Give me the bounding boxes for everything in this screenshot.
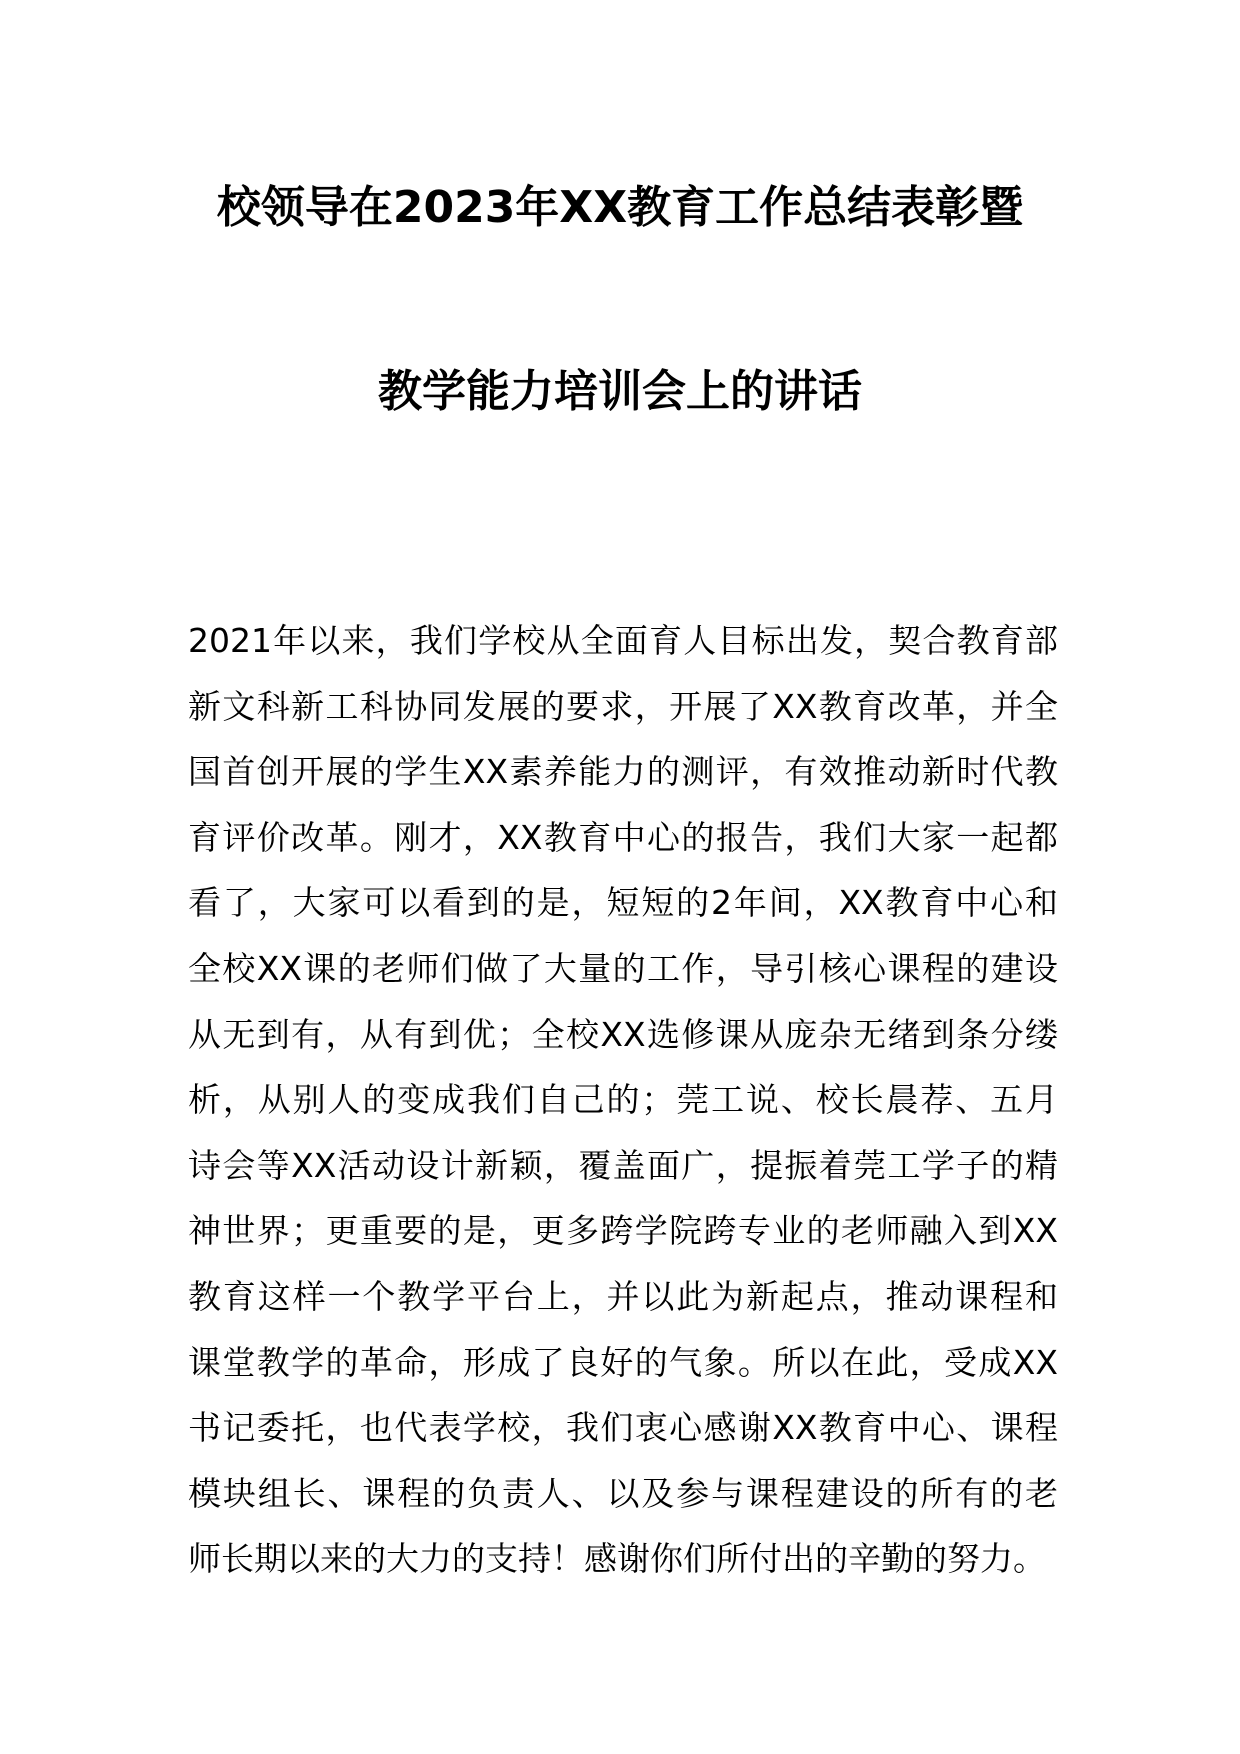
body-line: 新文科新工科协同发展的要求，开展了XX教育改革，并全 [188,686,1058,726]
document-title-line-1: 校领导在2023年XX教育工作总结表彰暨 [216,182,1024,233]
body-line: 模块组长、课程的负责人、以及参与课程建设的所有的老 [188,1473,1058,1513]
body-line: 课堂教学的革命，形成了良好的气象。所以在此，受成XX [188,1342,1058,1382]
body-line: 看了，大家可以看到的是，短短的2年间，XX教育中心和 [188,883,1058,923]
body-line: 从无到有，从有到优；全校XX选修课从庞杂无绪到条分缕 [188,1014,1058,1054]
body-line: 神世界；更重要的是，更多跨学院跨专业的老师融入到XX [188,1211,1058,1251]
body-line: 教育这样一个教学平台上，并以此为新起点，推动课程和 [188,1276,1058,1316]
document-body [188,608,1058,1592]
document-title-line-2: 教学能力培训会上的讲话 [378,366,862,417]
body-line: 国首创开展的学生XX素养能力的测评，有效推动新时代教 [188,752,1058,792]
body-line: 书记委托，也代表学校，我们衷心感谢XX教育中心、课程 [188,1408,1058,1448]
body-line: 析，从别人的变成我们自己的；莞工说、校长晨荐、五月 [188,1080,1058,1120]
body-line: 诗会等XX活动设计新颖，覆盖面广，提振着莞工学子的精 [188,1145,1058,1185]
body-line: 2021年以来，我们学校从全面育人目标出发，契合教育部 [188,621,1058,660]
body-line: 师长期以来的大力的支持！感谢你们所付出的辛勤的努力。 [188,1539,1046,1579]
body-line: 育评价改革。刚才，XX教育中心的报告，我们大家一起都 [188,817,1058,857]
body-line: 全校XX课的老师们做了大量的工作，导引核心课程的建设 [188,948,1058,988]
